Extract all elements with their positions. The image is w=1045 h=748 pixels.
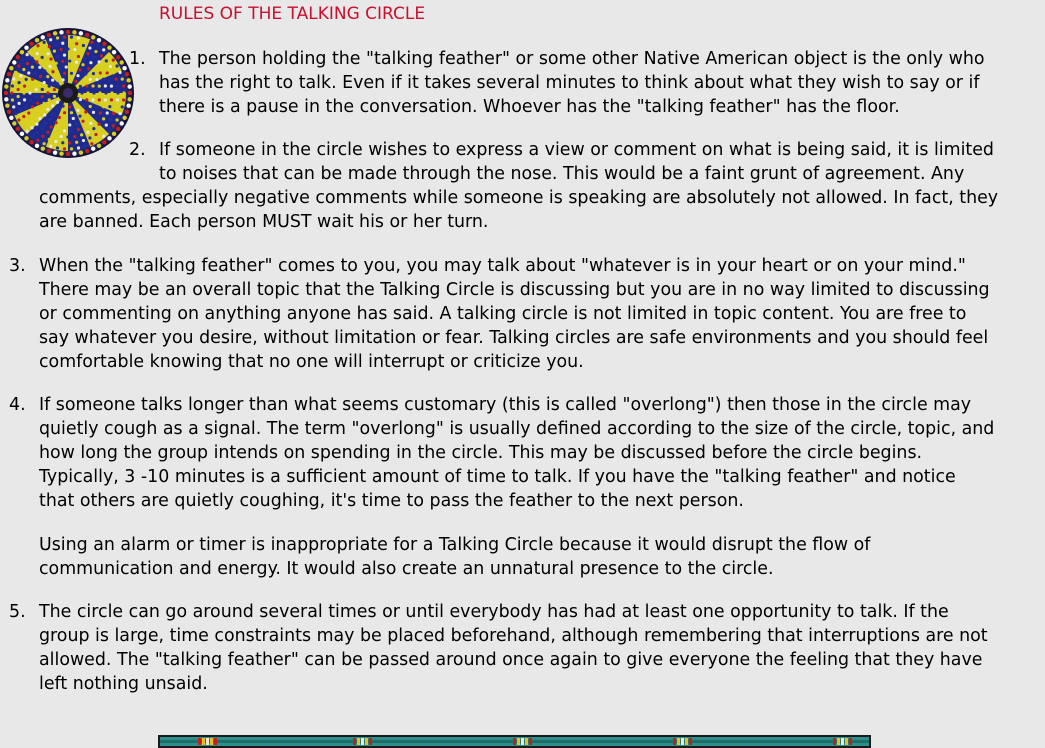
- page-title: RULES OF THE TALKING CIRCLE: [159, 4, 426, 24]
- rule-5-line: group is large, time constraints may be placed beforehand, although remembering that interruptions are not: [39, 626, 988, 646]
- rule-4-line: If someone talks longer than what seems customary (this is called "overlong") then those in the circle may: [39, 395, 972, 415]
- rule-5-line: The circle can go around several times or until everybody has had at least one opportunity to talk. If the: [39, 602, 949, 622]
- rule-2-line: If someone in the circle wishes to express a view or comment on what is being said, it is limited: [159, 140, 994, 160]
- rule-2-number: 2.: [129, 140, 146, 160]
- rule-4-note-line: Using an alarm or timer is inappropriate for a Talking Circle because it would disrupt the flow of: [39, 535, 871, 555]
- rule-3-line: comfortable knowing that no one will interrupt or criticize you.: [39, 352, 584, 372]
- rule-5-line: allowed. The "talking feather" can be passed around once again to give everyone the feeling that they have: [39, 650, 983, 670]
- rule-1-line: there is a pause in the conversation. Whoever has the "talking feather" has the floor.: [159, 97, 900, 117]
- rule-3-line: There may be an overall topic that the Talking Circle is discussing but you are in no way limited to discussing: [39, 280, 990, 300]
- rule-4-line: how long the group intends on spending in the circle. This may be discussed before the circle begins.: [39, 443, 923, 463]
- rule-2-line: to noises that can be made through the nose. This would be a faint grunt of agreement. Any: [159, 164, 965, 184]
- rule-1-number: 1.: [129, 49, 146, 69]
- rule-5-line: left nothing unsaid.: [39, 674, 208, 694]
- rule-4-line: quietly cough as a signal. The term "overlong" is usually defined according to the size of the circle, topic, and: [39, 419, 995, 439]
- rule-4-line: that others are quietly coughing, it's time to pass the feather to the next person.: [39, 491, 744, 511]
- beaded-medallion-image: [0, 26, 136, 160]
- rule-5-number: 5.: [9, 602, 26, 622]
- rule-3-number: 3.: [9, 256, 26, 276]
- rule-3-line: or commenting on anything anyone has said. A talking circle is not limited in topic content. You are free to: [39, 304, 967, 324]
- beaded-divider-bar: [158, 735, 871, 748]
- rule-3-line: When the "talking feather" comes to you, you may talk about "whatever is in your heart or on your mind.": [39, 256, 966, 276]
- rule-2-line: are banned. Each person MUST wait his or her turn.: [39, 212, 489, 232]
- rule-4-number: 4.: [9, 395, 26, 415]
- rule-4-note-line: communication and energy. It would also create an unnatural presence to the circle.: [39, 559, 774, 579]
- rule-1-line: The person holding the "talking feather" or some other Native American object is the only who: [159, 49, 985, 69]
- rule-3-line: say whatever you desire, without limitation or fear. Talking circles are safe environments and you should feel: [39, 328, 989, 348]
- rule-2-line: comments, especially negative comments while someone is speaking are absolutely not allowed. In fact, they: [39, 188, 999, 208]
- rule-1-line: has the right to talk. Even if it takes several minutes to think about what they wish to say or if: [159, 73, 980, 93]
- rule-4-line: Typically, 3 -10 minutes is a sufficient amount of time to talk. If you have the "talking feather" and notice: [39, 467, 956, 487]
